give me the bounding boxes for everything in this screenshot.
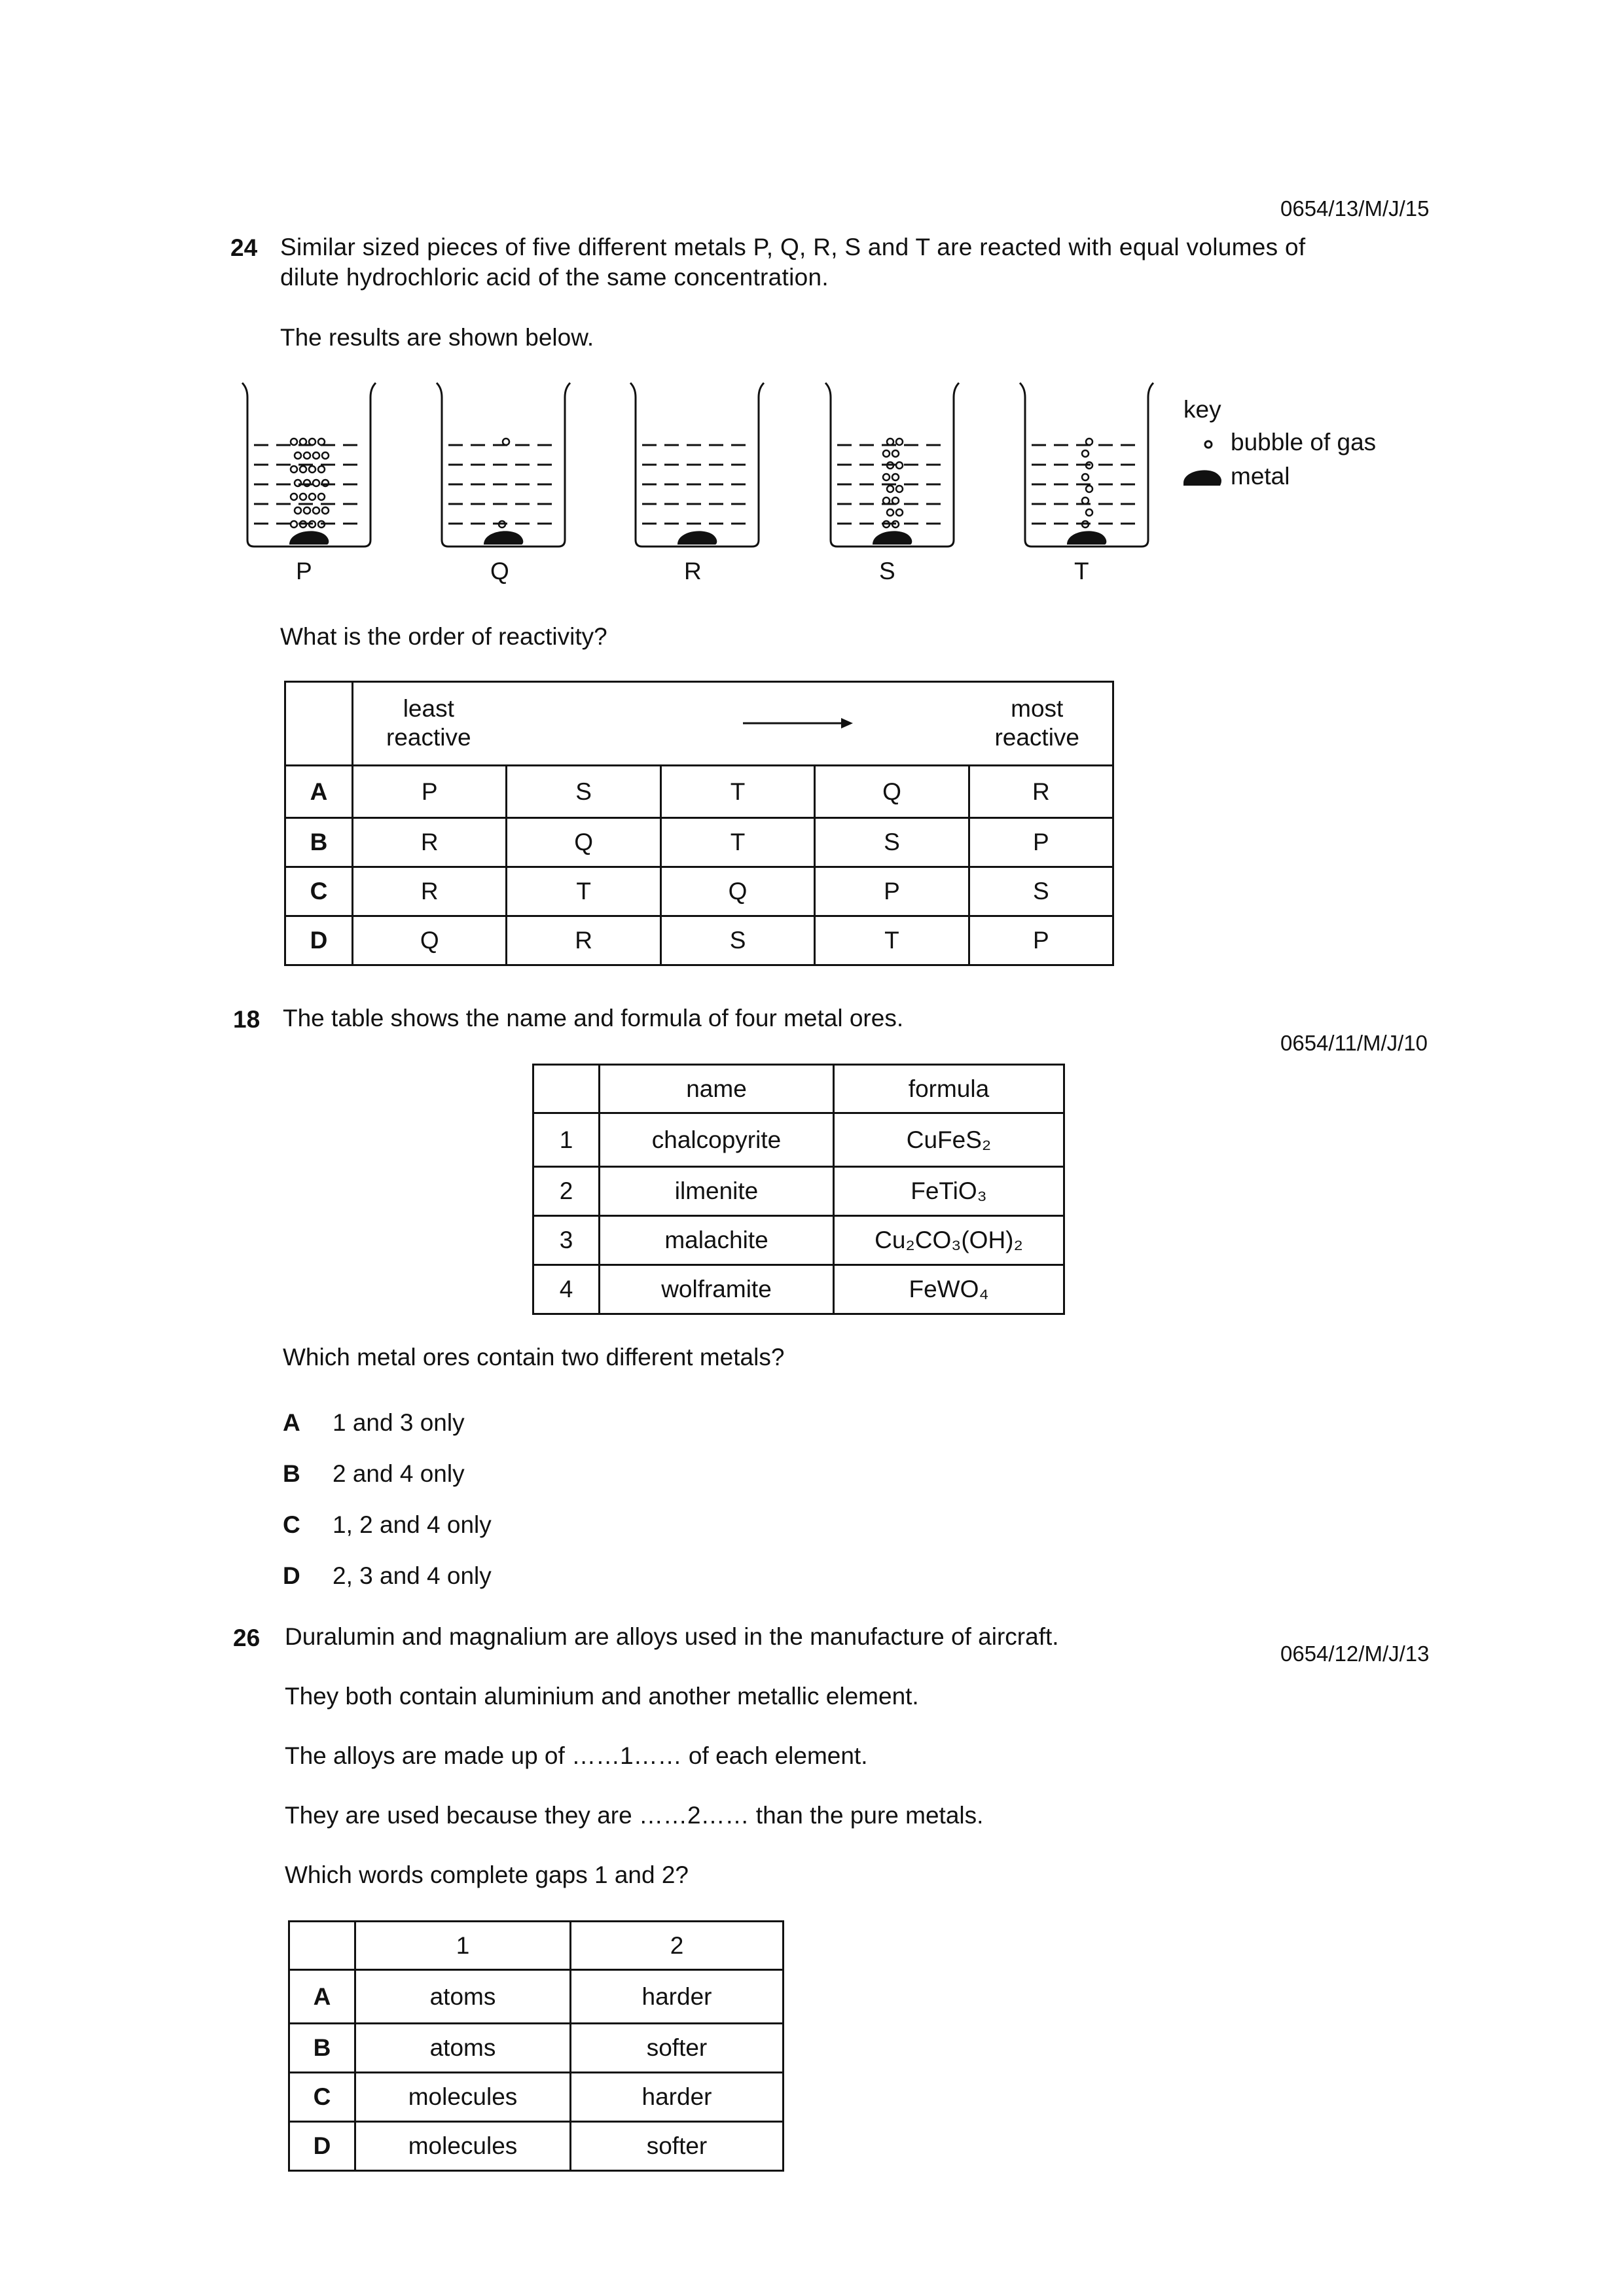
q24-number: 24: [230, 234, 258, 261]
bubble-icon: [318, 466, 325, 473]
beaker-r: [630, 383, 764, 547]
bubble-icon: [892, 450, 899, 457]
table-row: [289, 2122, 784, 2171]
q18-ores-table: [532, 1064, 1065, 1315]
option-label-c: C: [285, 867, 353, 916]
bubble-icon: [291, 521, 297, 528]
gap1-word: atoms: [355, 2024, 571, 2073]
q24-question: What is the order of reactivity?: [280, 623, 607, 650]
table-row: [289, 1970, 784, 2024]
option-label-b: B: [289, 2024, 355, 2073]
bubble-icon: [295, 480, 301, 486]
table-cell: P: [969, 916, 1113, 965]
option-text: 2, 3 and 4 only: [333, 1562, 492, 1589]
table-row: [285, 818, 1113, 867]
table-cell: S: [815, 818, 969, 867]
key-metal-label: metal: [1231, 463, 1290, 490]
bubble-icon: [304, 507, 310, 514]
ore-name: wolframite: [600, 1265, 834, 1314]
table-cell: Q: [815, 766, 969, 818]
bubble-icon: [309, 466, 316, 473]
table-row: [533, 1167, 1064, 1216]
q18-options: [283, 1397, 492, 1602]
q26-number: 26: [233, 1624, 261, 1651]
key-bubble-label: bubble of gas: [1231, 429, 1377, 456]
right-arrow-icon: [743, 715, 854, 731]
beaker-label-t: T: [1074, 558, 1089, 584]
bubble-icon: [304, 452, 310, 459]
gap1-word: molecules: [355, 2122, 571, 2171]
q24-beakers-diagram: [0, 0, 1624, 628]
option-text: 1, 2 and 4 only: [333, 1511, 492, 1538]
q24-corner-cell: [285, 682, 353, 766]
ore-number: 3: [533, 1216, 600, 1265]
table-cell: S: [507, 766, 660, 818]
bubble-icon: [313, 480, 319, 486]
option-letter: C: [283, 1511, 300, 1538]
answer-option-c: [283, 1499, 492, 1551]
table-cell: Q: [660, 867, 814, 916]
bubble-icon: [291, 439, 297, 445]
q26-line4: They are used because they are ……2…… than the pure metals.: [285, 1802, 984, 1829]
bubble-icon: [291, 466, 297, 473]
bubble-icon: [892, 474, 899, 480]
bubble-icon: [887, 486, 893, 492]
q24-reference: 0654/13/M/J/15: [1280, 196, 1430, 221]
key-bubble-icon: [1205, 441, 1212, 448]
option-letter: A: [283, 1409, 300, 1436]
q18-header-formula: formula: [834, 1065, 1064, 1113]
table-cell: T: [660, 766, 814, 818]
table-cell: S: [660, 916, 814, 965]
q18-header-name: name: [600, 1065, 834, 1113]
beaker-label-p: P: [296, 558, 312, 584]
bubble-icon: [896, 462, 903, 469]
gap2-word: harder: [571, 1970, 784, 2024]
bubble-icon: [1082, 450, 1089, 457]
bubble-icon: [1086, 509, 1092, 516]
metal-icon: [484, 531, 523, 545]
beaker-label-q: Q: [490, 558, 509, 584]
beaker-s: [825, 383, 959, 547]
table-row: [289, 2073, 784, 2122]
q18-number: 18: [233, 1006, 261, 1033]
option-label-d: D: [285, 916, 353, 965]
q26-header-2: 2: [571, 1922, 784, 1970]
table-row: [285, 867, 1113, 916]
bubble-icon: [896, 486, 903, 492]
metal-icon: [873, 531, 912, 545]
bubble-icon: [322, 507, 329, 514]
option-text: 2 and 4 only: [333, 1460, 465, 1487]
table-cell: R: [353, 867, 507, 916]
q18-question: Which metal ores contain two different metals?: [283, 1344, 785, 1371]
q26-header-1: 1: [355, 1922, 571, 1970]
most-reactive-label: most reactive: [994, 695, 1079, 751]
key-metal-icon: [1183, 470, 1221, 486]
option-label-a: A: [289, 1970, 355, 2024]
metal-icon: [677, 531, 717, 545]
key-title: key: [1183, 396, 1221, 423]
option-label-d: D: [289, 2122, 355, 2171]
table-cell: Q: [353, 916, 507, 965]
option-label-a: A: [285, 766, 353, 818]
ore-formula: FeWO₄: [834, 1265, 1064, 1314]
metal-icon: [1067, 531, 1106, 545]
option-label-b: B: [285, 818, 353, 867]
beaker-p: [242, 383, 376, 547]
q26-reference: 0654/12/M/J/13: [1280, 1641, 1430, 1666]
q26-line1: Duralumin and magnalium are alloys used in the manufacture of aircraft.: [285, 1623, 1059, 1650]
gap1-word: molecules: [355, 2073, 571, 2122]
ore-number: 4: [533, 1265, 600, 1314]
bubble-icon: [318, 493, 325, 500]
bubble-icon: [313, 507, 319, 514]
ore-number: 2: [533, 1167, 600, 1216]
bubble-icon: [883, 450, 890, 457]
table-row: [533, 1113, 1064, 1167]
answer-option-d: [283, 1551, 492, 1602]
table-cell: Q: [507, 818, 660, 867]
ore-formula: CuFeS₂: [834, 1113, 1064, 1167]
bubble-icon: [295, 452, 301, 459]
bubble-icon: [322, 452, 329, 459]
bubble-icon: [291, 493, 297, 500]
q18-reference: 0654/11/M/J/10: [1280, 1031, 1428, 1055]
beaker-t: [1020, 383, 1153, 547]
table-cell: R: [353, 818, 507, 867]
q18-stem: The table shows the name and formula of four metal ores.: [283, 1005, 904, 1031]
table-cell: R: [507, 916, 660, 965]
bubble-icon: [883, 474, 890, 480]
bubble-icon: [1086, 486, 1092, 492]
bubble-icon: [896, 439, 903, 445]
answer-option-a: [283, 1397, 492, 1448]
answer-option-b: [283, 1448, 492, 1499]
metal-icon: [289, 531, 329, 545]
bubble-icon: [896, 509, 903, 516]
q26-line2: They both contain aluminium and another metallic element.: [285, 1683, 919, 1710]
gap2-word: softer: [571, 2024, 784, 2073]
ore-number: 1: [533, 1113, 600, 1167]
option-label-c: C: [289, 2073, 355, 2122]
bubble-icon: [295, 507, 301, 514]
table-cell: P: [969, 818, 1113, 867]
q24-header-cell: [353, 682, 1113, 766]
ore-name: malachite: [600, 1216, 834, 1265]
q26-corner-cell: [289, 1922, 355, 1970]
bubble-icon: [313, 452, 319, 459]
beaker-q: [437, 383, 570, 547]
ore-formula: FeTiO₃: [834, 1167, 1064, 1216]
bubble-icon: [887, 509, 893, 516]
option-text: 1 and 3 only: [333, 1409, 465, 1436]
least-reactive-label: least reactive: [386, 695, 471, 751]
q26-line3: The alloys are made up of ……1…… of each element.: [285, 1742, 868, 1769]
table-row: [533, 1216, 1064, 1265]
table-row: [533, 1265, 1064, 1314]
beaker-label-s: S: [879, 558, 895, 584]
table-row: [285, 766, 1113, 818]
table-cell: S: [969, 867, 1113, 916]
beaker-label-r: R: [684, 558, 702, 584]
gap2-word: softer: [571, 2122, 784, 2171]
ore-formula: Cu₂CO₃(OH)₂: [834, 1216, 1064, 1265]
option-letter: B: [283, 1460, 300, 1487]
ore-name: ilmenite: [600, 1167, 834, 1216]
q24-results-text: The results are shown below.: [280, 324, 594, 351]
bubble-icon: [309, 493, 316, 500]
ore-name: chalcopyrite: [600, 1113, 834, 1167]
bubble-icon: [1082, 474, 1089, 480]
q18-corner-cell: [533, 1065, 600, 1113]
table-cell: T: [507, 867, 660, 916]
option-letter: D: [283, 1562, 300, 1589]
q24-reactivity-table: [284, 681, 1114, 966]
q24-stem-line2: dilute hydrochloric acid of the same concentration.: [280, 264, 829, 291]
q24-stem-line1: Similar sized pieces of five different metals P, Q, R, S and T are reacted with equal volumes of: [280, 234, 1306, 260]
gap2-word: harder: [571, 2073, 784, 2122]
table-row: [285, 916, 1113, 965]
table-cell: T: [660, 818, 814, 867]
bubble-icon: [300, 493, 306, 500]
q26-line5: Which words complete gaps 1 and 2?: [285, 1861, 689, 1888]
bubble-icon: [300, 466, 306, 473]
gap1-word: atoms: [355, 1970, 571, 2024]
table-cell: P: [815, 867, 969, 916]
table-cell: T: [815, 916, 969, 965]
table-row: [289, 2024, 784, 2073]
table-cell: P: [353, 766, 507, 818]
table-cell: R: [969, 766, 1113, 818]
q26-gaps-table: [288, 1920, 784, 2172]
